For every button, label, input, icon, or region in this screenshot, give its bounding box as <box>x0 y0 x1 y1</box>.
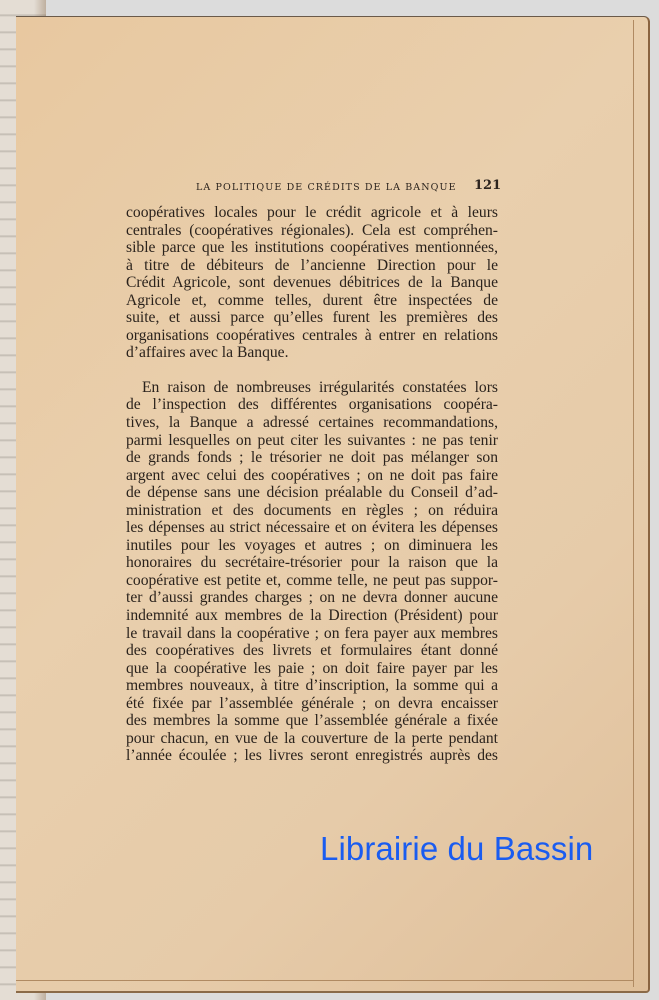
text-line: indemnité aux membres de la Direction (Président) pour <box>126 607 498 625</box>
text-line: de grands fonds ; le trésorier ne doit pas mélanger son <box>126 449 498 467</box>
paragraph-gap <box>126 362 498 379</box>
body-text <box>126 204 498 765</box>
text-line: été fixée par l’assemblée générale ; on devra encaisser <box>126 694 498 712</box>
text-line: Crédit Agricole, sont devenues débitrices de la Banque <box>126 274 498 292</box>
text-line: que la coopérative les paie ; on doit faire payer par les <box>126 659 498 677</box>
text-line: pour chacun, en vue de la couverture de la perte pendant <box>126 729 498 747</box>
paragraph <box>126 379 498 765</box>
text-line: Agricole et, comme telles, durent être inspectées de <box>126 291 498 309</box>
paragraph <box>126 204 498 362</box>
text-line: honoraires du secrétaire-trésorier pour la raison que la <box>126 554 498 572</box>
text-line: l’année écoulée ; les livres seront enregistrés auprès des <box>126 747 498 765</box>
text-line: inutiles pour les voyages et autres ; on diminuera les <box>126 536 498 554</box>
text-line: organisations coopératives centrales à entrer en relations <box>126 326 498 344</box>
text-line: coopératives locales pour le crédit agricole et à leurs <box>126 204 498 221</box>
text-line: d’affaires avec la Banque. <box>126 344 289 362</box>
text-line: de l’inspection des différentes organisations coopéra- <box>126 396 498 414</box>
text-line: membres nouveaux, à titre d’inscription, la somme qui a <box>126 677 498 695</box>
text-line: ter d’aussi grandes charges ; on ne devra donner aucune <box>126 589 498 607</box>
text-line: centrales (coopératives régionales). Cela est compréhen- <box>126 221 498 239</box>
text-line: de dépense sans une décision préalable du Conseil d’ad- <box>126 484 498 502</box>
text-line: suite, et aussi parce qu’elles furent les premières des <box>126 309 498 327</box>
text-line: argent avec celui des coopératives ; on ne doit pas faire <box>126 466 498 484</box>
running-head: LA POLITIQUE DE CRÉDITS DE LA BANQUE <box>196 182 457 193</box>
text-line: des coopératives des livrets et formulaires étant donné <box>126 642 498 660</box>
text-line: à titre de débiteurs de l’ancienne Direction pour le <box>126 256 498 274</box>
text-line: parmi lesquelles on peut citer les suivantes : ne pas tenir <box>126 431 498 449</box>
text-line: les dépenses au strict nécessaire et on évitera les dépenses <box>126 519 498 537</box>
text-line: sible parce que les institutions coopératives mentionnées, <box>126 239 498 257</box>
text-line: En raison de nombreuses irrégularités constatées lors <box>142 378 498 396</box>
text-line: le travail dans la coopérative ; on fera payer aux membres <box>126 624 498 642</box>
watermark: Librairie du Bassin <box>320 830 594 867</box>
text-line: des membres la somme que l’assemblée générale a fixée <box>126 712 498 730</box>
text-line: tives, la Banque a adressé certaines recommandations, <box>126 414 498 432</box>
page-number: 121 <box>474 178 502 193</box>
text-line: ministration et des documents en règles ; on réduira <box>126 501 498 519</box>
text-line: coopérative est petite et, comme telle, ne peut pas suppor- <box>126 571 498 589</box>
